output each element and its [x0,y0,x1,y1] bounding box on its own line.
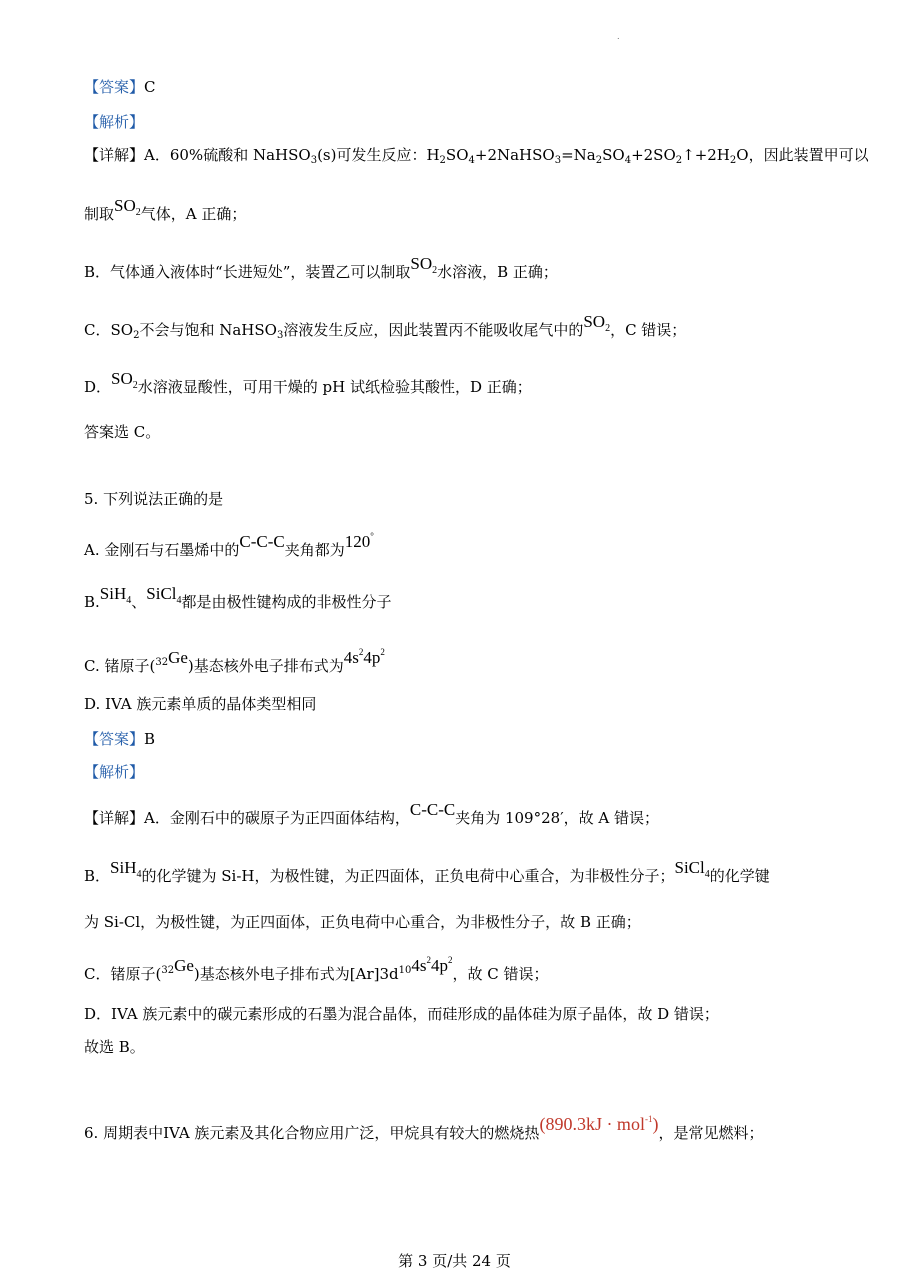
atomic-number: 32 [161,965,175,976]
ge-symbol: Ge [168,648,188,667]
q5-analysis-tag: 【解析】 [84,763,145,781]
text: +2SO [631,146,676,164]
so2-formula: $SO_2$ [410,254,438,276]
q5-conclusion: 故选 B。 [84,1038,145,1056]
text: 、 [131,593,147,611]
sih4-formula: SiH$_4$ [110,858,142,880]
text: ，故 C 错误； [452,965,549,983]
header-dot: . [617,32,620,41]
q6-stem [84,1114,764,1143]
ccc-formula: C-C-C [239,532,285,551]
answer-value: B [144,730,156,748]
q5-detail-b [84,858,770,893]
config-formula: $4s^24p^2$ [343,647,385,667]
detail-tag: 【详解】 [84,809,145,827]
text: C．SO [84,321,134,339]
sicl4-formula: SiCl$_4$ [146,584,182,606]
text: 水溶液显酸性，可用干燥的 pH 试纸检验其酸性，D 正确； [137,378,532,396]
text: C．锗原子( [84,965,162,983]
q5-option-c [84,647,385,676]
text: 的化学键 [709,867,770,885]
text: A. 金刚石与石墨烯中的 [84,541,240,559]
detail-tag: 【详解】 [84,146,145,164]
text: )基态核外电子排布式为[Ar]3d [193,965,399,983]
heat-formula: (890.3kJ · mol$^{-1}$) [539,1114,659,1134]
text: =Na [561,146,596,164]
text: 不会与饱和 NaHSO [139,321,277,339]
text: 溶液发生反应，因此装置丙不能吸收尾气中的 [283,321,584,339]
text: 制取 [84,205,115,223]
text: 水溶液，B 正确； [437,263,558,281]
q5-option-b [84,584,392,619]
q4-answer-line [84,77,156,97]
text: 6. 周期表中IVA 族元素及其化合物应用广泛，甲烷具有较大的燃烧热 [84,1124,540,1142]
q4-detail-d [84,369,532,404]
text: SO [602,146,625,164]
q5-stem: 5. 下列说法正确的是 [84,490,224,508]
config-formula: $4s^24p^2$ [411,955,453,975]
text: )基态核外电子排布式为 [187,657,344,675]
q4-conclusion: 答案选 C。 [84,423,161,441]
so2-formula: $SO_2$ [583,312,611,334]
text: C. 锗原子( [84,657,156,675]
answer-tag: 【答案】 [84,730,145,748]
text: 都是由极性键构成的非极性分子 [181,593,392,611]
text: 气体，A 正确； [140,205,247,223]
q4-analysis-tag: 【解析】 [84,113,145,131]
text: A．金刚石中的碳原子为正四面体结构， [144,809,410,827]
text: SO [445,146,469,164]
text: B. [84,593,100,611]
text: +2NaHSO [474,146,555,164]
atomic-number: 32 [155,657,169,668]
q5-option-d: D. IVA 族元素单质的晶体类型相同 [84,695,317,713]
answer-value: C [144,78,156,96]
q4-detail-a: 【详解】A．60%硫酸和 NaHSO$_3$(s)可发生反应：$H_2SO_4+2NaHSO_3=Na_2SO_4+2SO_2↑+2H_2O$，因此装置甲可以 [84,146,869,166]
text: ，C 错误； [610,321,687,339]
q4-detail-c: C．$SO_2$不会与饱和 NaHSO$_3$溶液发生反应，因此装置丙不能吸收尾气中的$SO_2$，C 错误； [84,312,687,341]
text: ↑+2H [682,146,730,164]
text: B． [84,867,111,885]
q5-detail-b2: 为 Si-Cl，为极性键，为正四面体，正负电荷中心重合，为非极性分子，故 B 正确； [84,913,641,931]
so2-formula: $SO_2$ [111,369,138,391]
so2-formula: $SO_2$ [114,196,141,218]
angle-value: 120° [344,531,374,551]
ccc-formula: C-C-C [409,800,456,819]
q5-answer-line [84,729,155,749]
text: 的化学键为 Si-H，为极性键，为正四面体，正负电荷中心重合，为非极性分子； [141,867,675,885]
text: ，是常见燃料； [658,1124,764,1142]
text: O，因此装置甲可以 [736,146,869,164]
q5-detail-c: C．锗原子($^{32}$Ge)基态核外电子排布式为$[Ar]3d^{10}4s^24p^2$，故 C 错误； [84,955,549,983]
q4-detail-b [84,254,558,289]
answer-tag: 【答案】 [84,78,145,96]
text: B．气体通入液体时“长进短处”，装置乙可以制取 [84,263,411,281]
sih4-formula: SiH$_4$ [99,584,132,606]
q5-detail-d: D．IVA 族元素中的碳元素形成的石墨为混合晶体，而硅形成的晶体硅为原子晶体，故 D 错误； [84,1005,719,1023]
sicl4-formula: SiCl$_4$ [674,858,710,880]
text: (s)可发生反应：H [317,146,440,164]
text: A．60%硫酸和 NaHSO [144,146,311,164]
q5-detail-a [84,800,659,828]
text: 夹角为 109°28′，故 A 错误； [455,809,659,827]
ge-symbol: Ge [174,956,194,975]
page-footer: 第 3 页/共 24 页 [398,1252,511,1270]
q4-detail-a2 [84,196,247,231]
q5-option-a [84,531,374,560]
text: 夹角都为 [284,541,345,559]
text: D． [84,378,112,396]
